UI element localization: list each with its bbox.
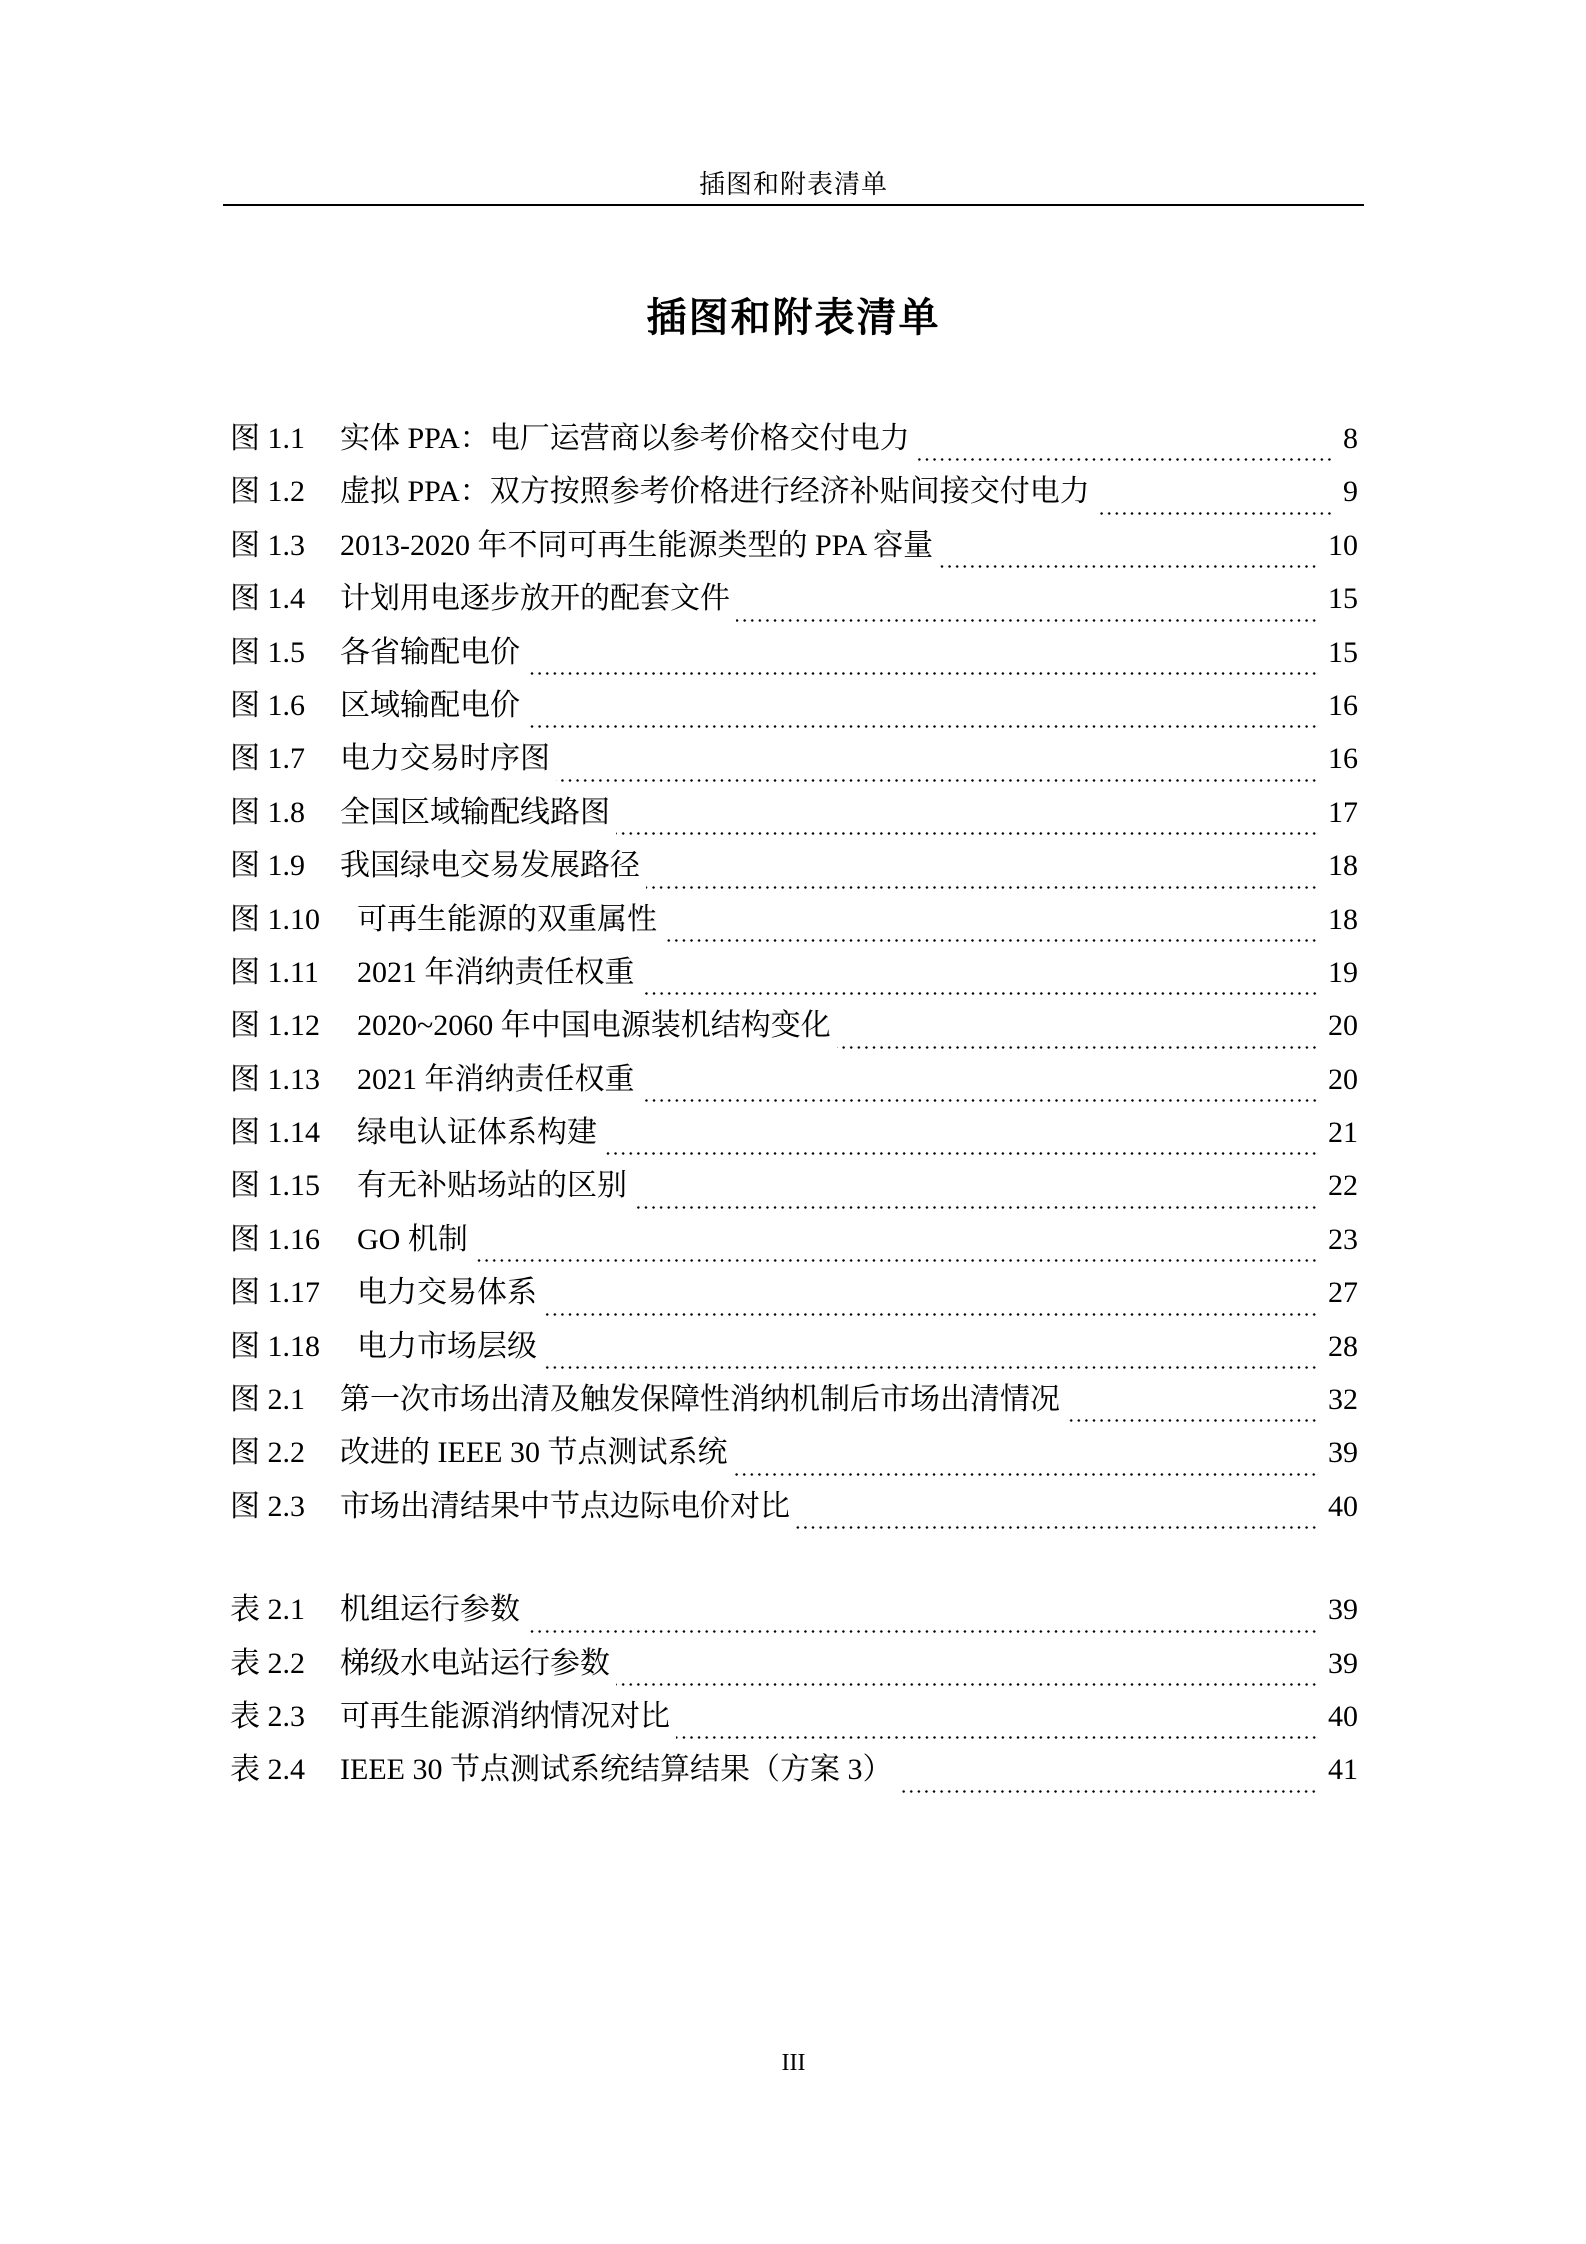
dot-leader bbox=[641, 969, 1319, 999]
toc-entry-page: 39 bbox=[1328, 1593, 1358, 1627]
toc-entry-page: 40 bbox=[1328, 1699, 1358, 1733]
dot-leader bbox=[543, 1343, 1318, 1373]
toc-entry-figure[interactable] bbox=[230, 418, 1358, 471]
toc-entry-page: 20 bbox=[1328, 1009, 1358, 1043]
toc-entry-title: 机组运行参数 bbox=[340, 1593, 520, 1627]
toc-entry-page: 9 bbox=[1343, 475, 1358, 509]
section-gap bbox=[230, 1539, 1358, 1589]
toc-entry-title: 电力市场层级 bbox=[357, 1329, 537, 1363]
toc-entry-page: 15 bbox=[1328, 635, 1358, 669]
dot-leader bbox=[474, 1236, 1318, 1266]
toc-entry-table[interactable] bbox=[230, 1643, 1358, 1696]
toc-entry-figure[interactable] bbox=[230, 1326, 1358, 1379]
toc-entry-page: 16 bbox=[1328, 742, 1358, 776]
toc-entry-figure[interactable] bbox=[230, 738, 1358, 791]
toc-entry-label: 图 1.14 bbox=[230, 1116, 320, 1150]
dot-leader bbox=[646, 863, 1318, 893]
toc-entry-page: 16 bbox=[1328, 688, 1358, 722]
toc-entry-title: 计划用电逐步放开的配套文件 bbox=[340, 582, 730, 616]
toc-entry-table[interactable] bbox=[230, 1696, 1358, 1749]
toc-entry-label: 图 1.16 bbox=[230, 1222, 320, 1256]
toc-entry-label: 图 1.9 bbox=[230, 849, 305, 883]
toc-entry-title: 市场出清结果中节点边际电价对比 bbox=[340, 1489, 790, 1523]
toc-entry-title: 绿电认证体系构建 bbox=[357, 1116, 597, 1150]
toc-entry-page: 19 bbox=[1328, 955, 1358, 989]
toc-entry-title: 2013-2020 年不同可再生能源类型的 PPA 容量 bbox=[340, 528, 934, 562]
toc-entry-label: 图 1.1 bbox=[230, 422, 305, 455]
toc-entry-figure[interactable] bbox=[230, 578, 1358, 631]
toc-list bbox=[230, 418, 1358, 1803]
toc-entry-page: 18 bbox=[1328, 849, 1358, 883]
toc-entry-page: 18 bbox=[1328, 902, 1358, 936]
toc-entry-label: 图 1.2 bbox=[230, 475, 305, 509]
toc-entry-page: 41 bbox=[1328, 1753, 1358, 1787]
dot-leader bbox=[916, 435, 1333, 465]
toc-entry-page: 32 bbox=[1328, 1383, 1358, 1417]
toc-entry-figure[interactable] bbox=[230, 1165, 1358, 1218]
toc-entry-figure[interactable] bbox=[230, 792, 1358, 845]
dot-leader bbox=[796, 1503, 1318, 1533]
toc-entry-page: 27 bbox=[1328, 1276, 1358, 1310]
dot-leader bbox=[837, 1023, 1318, 1053]
toc-entry-label: 图 1.7 bbox=[230, 742, 305, 776]
toc-entry-label: 图 1.18 bbox=[230, 1329, 320, 1363]
toc-entry-label: 图 1.17 bbox=[230, 1276, 320, 1310]
toc-entry-label: 图 1.11 bbox=[230, 955, 319, 989]
toc-entry-label: 表 2.3 bbox=[230, 1699, 305, 1733]
toc-entry-page: 8 bbox=[1343, 422, 1358, 455]
toc-entry-title: 实体 PPA：电厂运营商以参考价格交付电力 bbox=[340, 422, 910, 455]
toc-entry-figure[interactable] bbox=[230, 685, 1358, 738]
toc-entry-figure[interactable] bbox=[230, 525, 1358, 578]
toc-entry-figure[interactable] bbox=[230, 1379, 1358, 1432]
header-rule bbox=[223, 204, 1364, 206]
toc-entry-label: 表 2.2 bbox=[230, 1646, 305, 1680]
toc-entry-label: 图 1.3 bbox=[230, 528, 305, 562]
toc-entry-figure[interactable] bbox=[230, 1486, 1358, 1539]
toc-entry-title: 电力交易体系 bbox=[357, 1276, 537, 1310]
toc-entry-title: 第一次市场出清及触发保障性消纳机制后市场出清情况 bbox=[340, 1383, 1060, 1417]
toc-entry-page: 17 bbox=[1328, 795, 1358, 829]
toc-entry-title: 2020~2060 年中国电源装机结构变化 bbox=[357, 1009, 831, 1043]
dot-leader bbox=[556, 756, 1318, 786]
toc-entry-title: 可再生能源消纳情况对比 bbox=[340, 1699, 670, 1733]
toc-entry-label: 表 2.4 bbox=[230, 1753, 305, 1787]
dot-leader bbox=[526, 702, 1318, 732]
toc-entry-title: 电力交易时序图 bbox=[340, 742, 550, 776]
toc-entry-page: 28 bbox=[1328, 1329, 1358, 1363]
toc-entry-page: 10 bbox=[1328, 528, 1358, 562]
toc-entry-figure[interactable] bbox=[230, 1059, 1358, 1112]
dot-leader bbox=[603, 1129, 1318, 1159]
toc-entry-figure[interactable] bbox=[230, 632, 1358, 685]
dot-leader bbox=[641, 1076, 1319, 1106]
dot-leader bbox=[1066, 1396, 1318, 1426]
toc-entry-figure[interactable] bbox=[230, 952, 1358, 1005]
dot-leader bbox=[663, 916, 1318, 946]
toc-entry-label: 图 2.2 bbox=[230, 1436, 305, 1470]
toc-entry-title: GO 机制 bbox=[357, 1222, 468, 1256]
toc-entry-title: 2021 年消纳责任权重 bbox=[357, 1062, 635, 1096]
toc-entry-label: 图 2.3 bbox=[230, 1489, 305, 1523]
page-title: 插图和附表清单 bbox=[646, 295, 941, 341]
toc-entry-label: 图 1.12 bbox=[230, 1009, 320, 1043]
toc-entry-title: 2021 年消纳责任权重 bbox=[357, 955, 635, 989]
toc-entry-page: 21 bbox=[1328, 1116, 1358, 1150]
dot-leader bbox=[676, 1713, 1318, 1743]
dot-leader bbox=[898, 1767, 1318, 1797]
toc-entry-title: 可再生能源的双重属性 bbox=[357, 902, 657, 936]
toc-entry-title: IEEE 30 节点测试系统结算结果（方案 3） bbox=[340, 1753, 893, 1787]
toc-entry-figure[interactable] bbox=[230, 899, 1358, 952]
footer-page-number: III bbox=[781, 2050, 806, 2076]
toc-entry-label: 表 2.1 bbox=[230, 1593, 305, 1627]
toc-entry-title: 有无补贴场站的区别 bbox=[357, 1169, 627, 1203]
toc-entry-page: 20 bbox=[1328, 1062, 1358, 1096]
dot-leader bbox=[736, 596, 1318, 626]
toc-entry-figure[interactable] bbox=[230, 1112, 1358, 1165]
dot-leader bbox=[526, 649, 1318, 679]
dot-leader bbox=[633, 1183, 1318, 1213]
toc-entry-figure[interactable] bbox=[230, 1432, 1358, 1485]
toc-entry-title: 我国绿电交易发展路径 bbox=[340, 849, 640, 883]
dot-leader bbox=[939, 542, 1318, 572]
toc-entry-label: 图 2.1 bbox=[230, 1383, 305, 1417]
toc-entry-label: 图 1.4 bbox=[230, 582, 305, 616]
toc-entry-label: 图 1.13 bbox=[230, 1062, 320, 1096]
toc-entry-title: 改进的 IEEE 30 节点测试系统 bbox=[340, 1436, 728, 1470]
toc-entry-page: 22 bbox=[1328, 1169, 1358, 1203]
toc-entry-title: 梯级水电站运行参数 bbox=[340, 1646, 610, 1680]
toc-entry-figure[interactable] bbox=[230, 1272, 1358, 1325]
dot-leader bbox=[526, 1607, 1318, 1637]
toc-entry-figure[interactable] bbox=[230, 1005, 1358, 1058]
dot-leader bbox=[616, 1660, 1318, 1690]
toc-entry-label: 图 1.15 bbox=[230, 1169, 320, 1203]
dot-leader bbox=[616, 809, 1318, 839]
toc-entry-table[interactable] bbox=[230, 1749, 1358, 1802]
toc-entry-label: 图 1.5 bbox=[230, 635, 305, 669]
toc-entry-page: 23 bbox=[1328, 1222, 1358, 1256]
toc-entry-label: 图 1.8 bbox=[230, 795, 305, 829]
toc-entry-label: 图 1.6 bbox=[230, 688, 305, 722]
toc-entry-figure[interactable] bbox=[230, 471, 1358, 524]
dot-leader bbox=[733, 1450, 1318, 1480]
toc-entry-table[interactable] bbox=[230, 1589, 1358, 1642]
toc-entry-title: 虚拟 PPA：双方按照参考价格进行经济补贴间接交付电力 bbox=[340, 475, 1090, 509]
toc-entry-figure[interactable] bbox=[230, 845, 1358, 898]
toc-entry-page: 39 bbox=[1328, 1646, 1358, 1680]
toc-entry-title: 各省输配电价 bbox=[340, 635, 520, 669]
running-header: 插图和附表清单 bbox=[698, 170, 888, 199]
toc-entry-title: 全国区域输配线路图 bbox=[340, 795, 610, 829]
toc-entry-figure[interactable] bbox=[230, 1219, 1358, 1272]
toc-entry-page: 15 bbox=[1328, 582, 1358, 616]
toc-entry-label: 图 1.10 bbox=[230, 902, 320, 936]
dot-leader bbox=[1096, 489, 1333, 519]
toc-entry-page: 40 bbox=[1328, 1489, 1358, 1523]
dot-leader bbox=[543, 1290, 1318, 1320]
toc-entry-page: 39 bbox=[1328, 1436, 1358, 1470]
toc-entry-title: 区域输配电价 bbox=[340, 688, 520, 722]
